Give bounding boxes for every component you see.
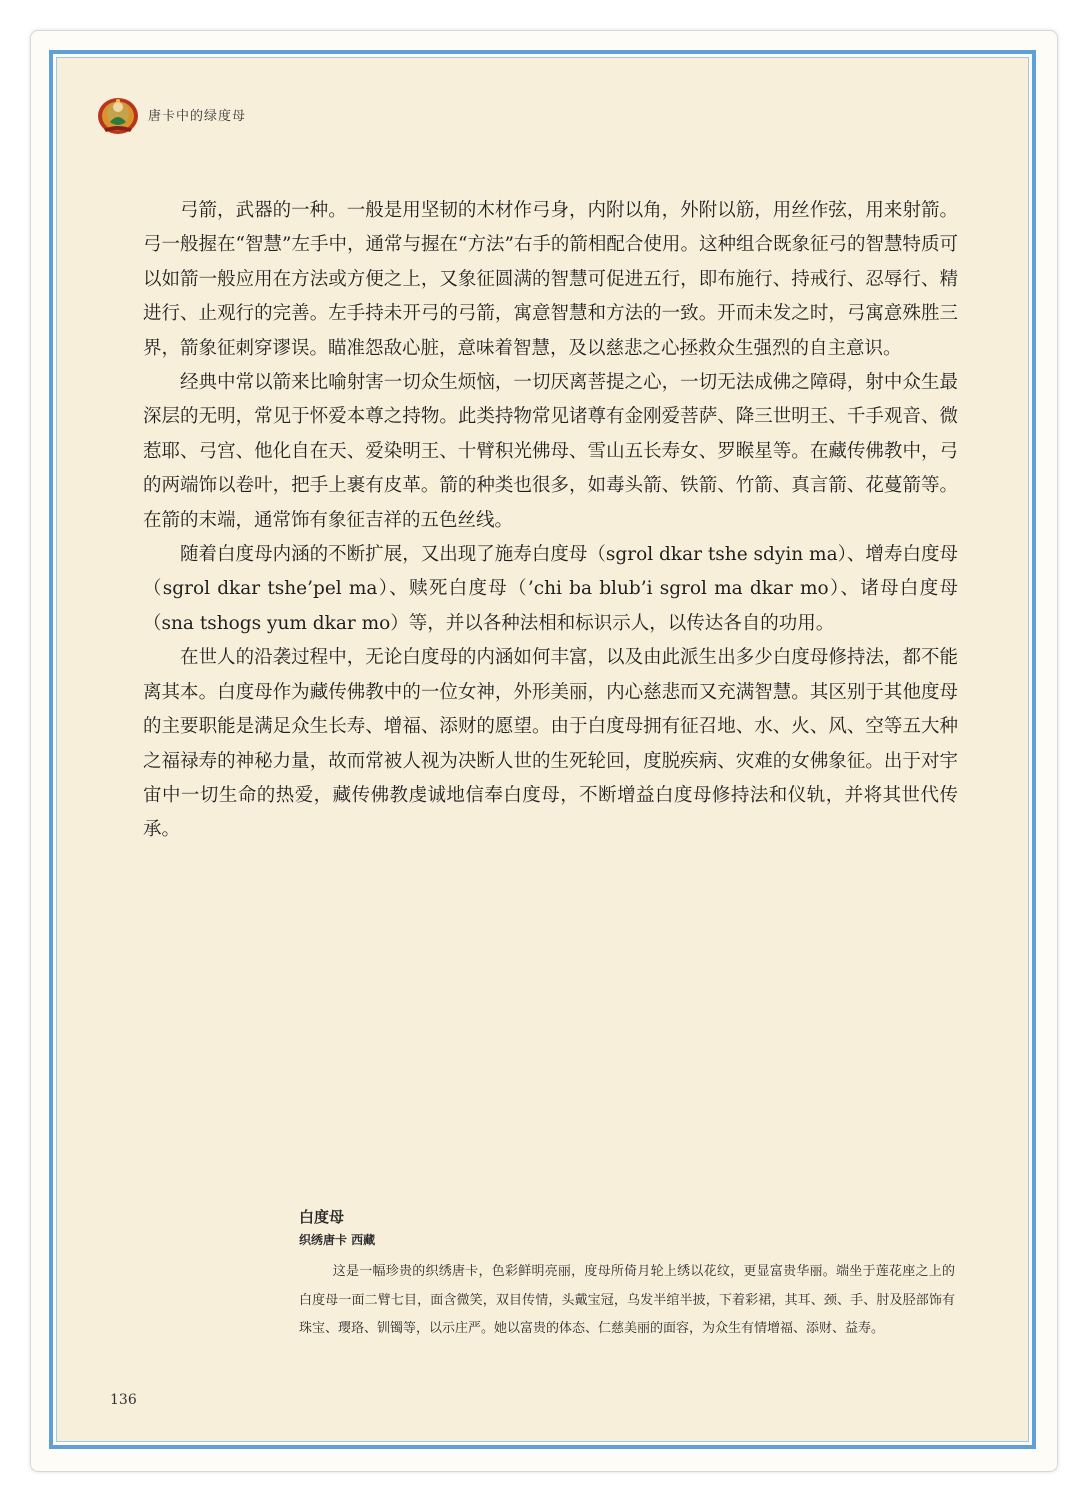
main-body-text <box>143 194 958 848</box>
body-paragraph: 经典中常以箭来比喻射害一切众生烦恼，一切厌离菩提之心，一切无法成佛之障碍，射中众生最深层的无明，常见于怀爱本尊之持物。此类持物常见诸尊有金刚爱菩萨、降三世明王、千手观音、微惹耶、弓宫、他化自在天、爱染明王、十臂积光佛母、雪山五长寿女、罗睺星等。在藏传佛教中，弓的两端饰以卷叶，把手上裹有皮革。箭的种类也很多，如毒头箭、铁箭、竹箭、真言箭、花蔓箭等。在箭的末端，通常饰有象征吉祥的五色丝线。 <box>143 372 958 531</box>
green-tara-emblem-icon <box>96 92 140 136</box>
body-paragraph: 弓箭，武器的一种。一般是用坚韧的木材作弓身，内附以角，外附以筋，用丝作弦，用来射箭。弓一般握在“智慧”左手中，通常与握在“方法”右手的箭相配合使用。这种组合既象征弓的智慧特质可以如箭一般应用在方法或方便之上，又象征圆满的智慧可促进五行，即布施行、持戒行、忍辱行、精进行、止观行的完善。左手持未开弓的弓箭，寓意智慧和方法的一致。开而未发之时，弓寓意殊胜三界，箭象征刺穿谬误。瞄准怨敌心脏，意味着智慧，及以慈悲之心拯救众生强烈的自主意识。 <box>143 200 958 359</box>
caption-subtitle: 织绣唐卡 西藏 <box>299 1233 376 1247</box>
running-header <box>96 92 246 136</box>
body-paragraph: 随着白度母内涵的不断扩展，又出现了施寿白度母（sgrol dkar tshe sdyin ma）、增寿白度母（sgrol dkar tshe’pel ma）、赎死白度母（’chi ba blub’i sgrol ma dkar mo）、诸母白度母（sna tshogs yum dkar mo）等，并以各种法相和标识示人，以传达各自的功用。 <box>143 544 958 634</box>
page-number: 136 <box>110 1392 137 1408</box>
body-paragraph: 在世人的沿袭过程中，无论白度母的内涵如何丰富，以及由此派生出多少白度母修持法，都不能离其本。白度母作为藏传佛教中的一位女神，外形美丽，内心慈悲而又充满智慧。其区别于其他度母的主要职能是满足众生长寿、增福、添财的愿望。由于白度母拥有征召地、水、火、风、空等五大种之福禄寿的神秘力量，故而常被人视为决断人世的生死轮回，度脱疾病、灾难的女佛象征。出于对宇宙中一切生命的热爱，藏传佛教虔诚地信奉白度母，不断增益白度母修持法和仪轨，并将其世代传承。 <box>143 647 958 841</box>
caption-text: 这是一幅珍贵的织绣唐卡，色彩鲜明亮丽，度母所倚月轮上绣以花纹，更显富贵华丽。端坐于莲花座之上的白度母一面二臂七目，面含微笑，双目传情，头戴宝冠，乌发半绾半披，下着彩裙，其耳、颈、手、肘及胫部饰有珠宝、璎珞、钏镯等，以示庄严。她以富贵的体态、仁慈美丽的面容，为众生有情增福、添财、益寿。 <box>299 1264 955 1336</box>
caption-title: 白度母 <box>299 1208 345 1226</box>
figure-caption <box>299 1204 955 1344</box>
running-title: 唐卡中的绿度母 <box>148 108 247 124</box>
